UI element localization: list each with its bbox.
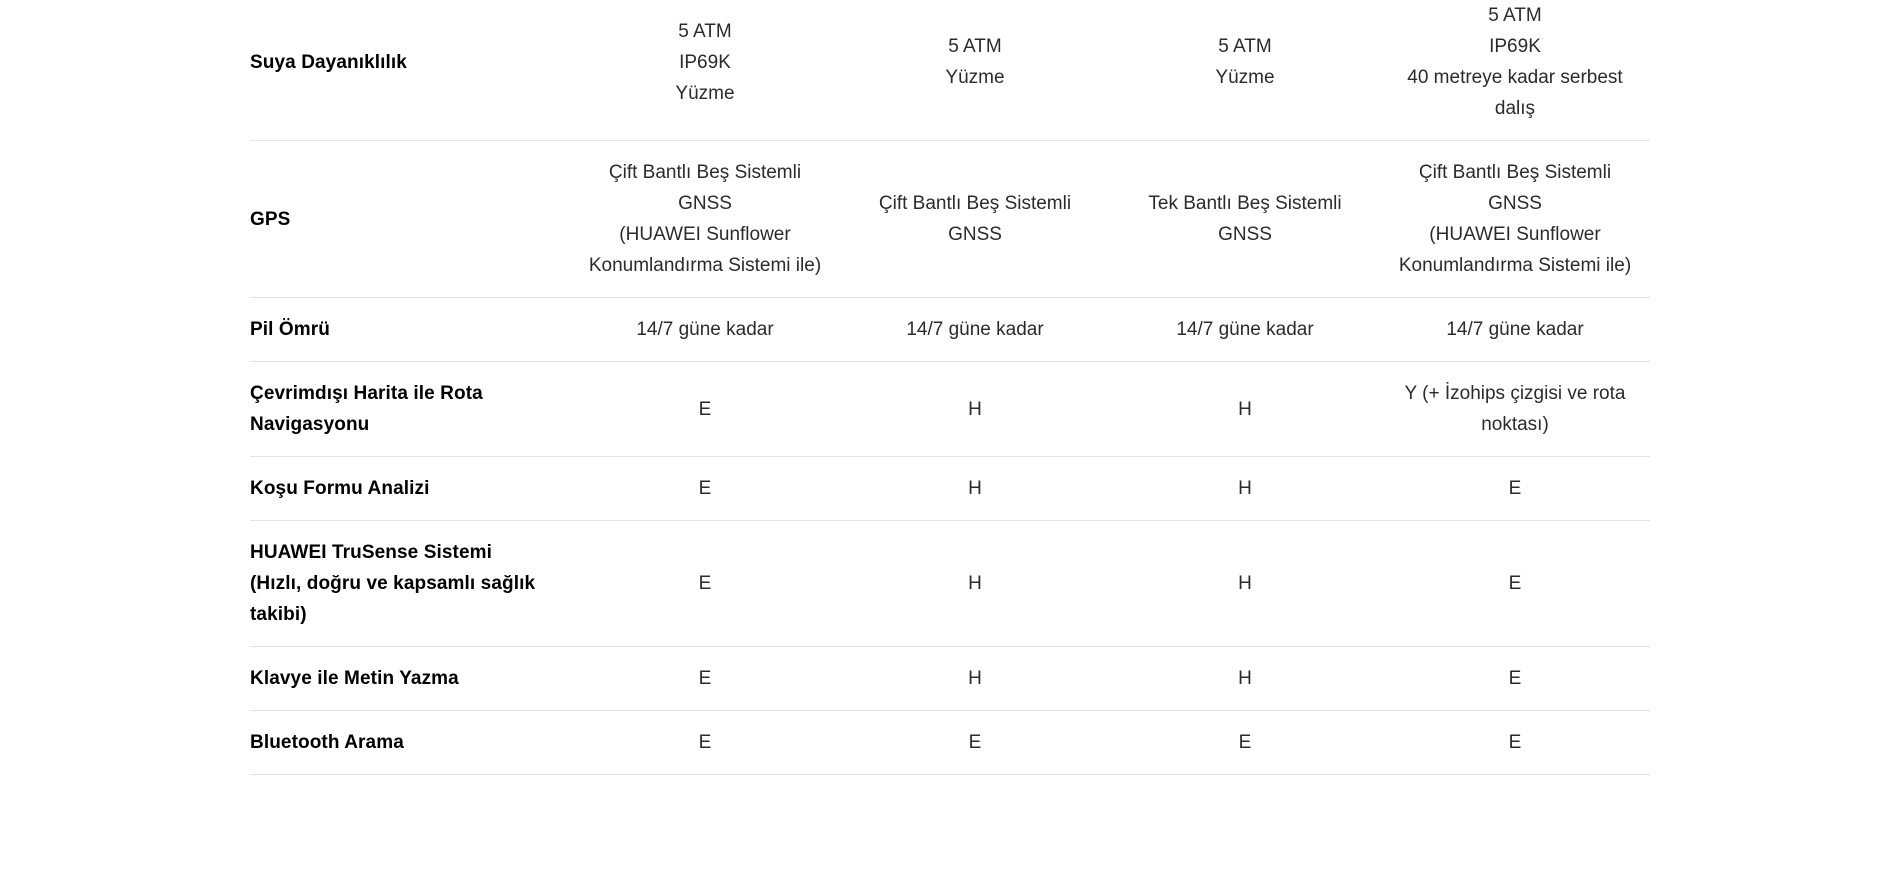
cell-line: H: [968, 478, 982, 499]
table-cell: [1380, 298, 1650, 362]
table-row: [250, 0, 1650, 141]
table-cell: [570, 711, 840, 775]
cell-line: E: [1508, 732, 1522, 753]
table-cell: [1110, 298, 1380, 362]
table-cell: [1110, 0, 1380, 141]
specification-comparison-table: [250, 0, 1650, 775]
cell-line: Çift Bantlı Beş Sistemli GNSS: [1418, 162, 1612, 214]
table-cell: [840, 141, 1110, 298]
cell-line: IP69K: [679, 51, 731, 73]
cell-line: 14/7 güne kadar: [906, 319, 1044, 340]
cell-line: E: [698, 398, 712, 420]
table-cell: [570, 141, 840, 298]
cell-line: H: [968, 573, 982, 594]
table-row: [250, 298, 1650, 362]
table-cell: [1110, 362, 1380, 457]
cell-line: Çift Bantlı Beş Sistemli GNSS: [608, 162, 802, 214]
cell-line: 5 ATM: [678, 20, 732, 42]
cell-line: E: [1508, 478, 1522, 499]
cell-line: H: [1238, 573, 1252, 594]
table-cell: [570, 647, 840, 711]
cell-line: (HUAWEI Sunflower Konumlandırma Sistemi ile): [1398, 224, 1632, 276]
row-label: Suya Dayanıklılık: [250, 51, 407, 73]
table-cell: [840, 457, 1110, 521]
table-cell: [570, 457, 840, 521]
table-cell: [1110, 141, 1380, 298]
cell-line: Yüzme: [945, 67, 1005, 88]
table-row: [250, 711, 1650, 775]
table-cell: [1110, 521, 1380, 647]
table-row: [250, 457, 1650, 521]
row-label: Çevrimdışı Harita ile Rota Navigasyonu: [250, 383, 483, 435]
table-cell: [840, 0, 1110, 141]
cell-line: 14/7 güne kadar: [636, 319, 774, 340]
table-cell: [840, 647, 1110, 711]
table-cell: [1380, 362, 1650, 457]
cell-line: H: [1238, 398, 1252, 420]
table-cell: [1380, 647, 1650, 711]
table-cell: [1380, 711, 1650, 775]
cell-line: 14/7 güne kadar: [1446, 319, 1584, 340]
row-label: Klavye ile Metin Yazma: [250, 668, 459, 689]
table-cell: [840, 711, 1110, 775]
cell-line: 14/7 güne kadar: [1176, 319, 1314, 340]
cell-line: E: [1508, 573, 1522, 594]
cell-line: H: [1238, 668, 1252, 689]
cell-line: Y (+ İzohips çizgisi ve rota noktası): [1404, 383, 1626, 435]
cell-line: E: [698, 478, 712, 499]
table-cell: [1110, 457, 1380, 521]
row-label: GPS: [250, 208, 291, 230]
row-label: HUAWEI TruSense Sistemi (Hızlı, doğru ve kapsamlı sağlık takibi): [250, 542, 536, 625]
table-cell: [1110, 711, 1380, 775]
table-cell: [570, 298, 840, 362]
cell-line: H: [1238, 478, 1252, 499]
cell-line: E: [1238, 732, 1252, 753]
cell-line: 5 ATM: [1218, 36, 1272, 57]
table-row: [250, 521, 1650, 647]
cell-line: E: [698, 732, 712, 753]
cell-line: 40 metreye kadar serbest dalış: [1407, 67, 1623, 119]
cell-line: Çift Bantlı Beş Sistemli GNSS: [878, 193, 1072, 245]
cell-line: E: [698, 573, 712, 594]
cell-line: Tek Bantlı Beş Sistemli GNSS: [1148, 193, 1342, 245]
cell-line: 5 ATM: [1488, 5, 1542, 26]
row-label: Bluetooth Arama: [250, 732, 404, 753]
cell-line: 5 ATM: [948, 36, 1002, 57]
table-cell: [1380, 521, 1650, 647]
table-cell: [570, 0, 840, 141]
table-cell: [1380, 0, 1650, 141]
table-row: [250, 141, 1650, 298]
table-cell: [1380, 457, 1650, 521]
cell-line: (HUAWEI Sunflower Konumlandırma Sistemi ile): [588, 224, 822, 276]
cell-line: E: [968, 732, 982, 753]
cell-line: Yüzme: [675, 82, 735, 104]
cell-line: IP69K: [1489, 36, 1541, 57]
cell-line: Yüzme: [1215, 67, 1275, 88]
row-label: Pil Ömrü: [250, 319, 330, 340]
cell-line: E: [1508, 668, 1522, 689]
table-cell: [840, 362, 1110, 457]
table-row: [250, 647, 1650, 711]
table-row: [250, 362, 1650, 457]
table-body: [250, 0, 1650, 775]
table-cell: [1380, 141, 1650, 298]
table-cell: [840, 298, 1110, 362]
table-cell: [570, 521, 840, 647]
table-cell: [840, 521, 1110, 647]
row-label: Koşu Formu Analizi: [250, 478, 430, 499]
table-cell: [570, 362, 840, 457]
cell-line: H: [968, 668, 982, 689]
cell-line: E: [698, 668, 712, 689]
cell-line: H: [968, 398, 982, 420]
table-cell: [1110, 647, 1380, 711]
